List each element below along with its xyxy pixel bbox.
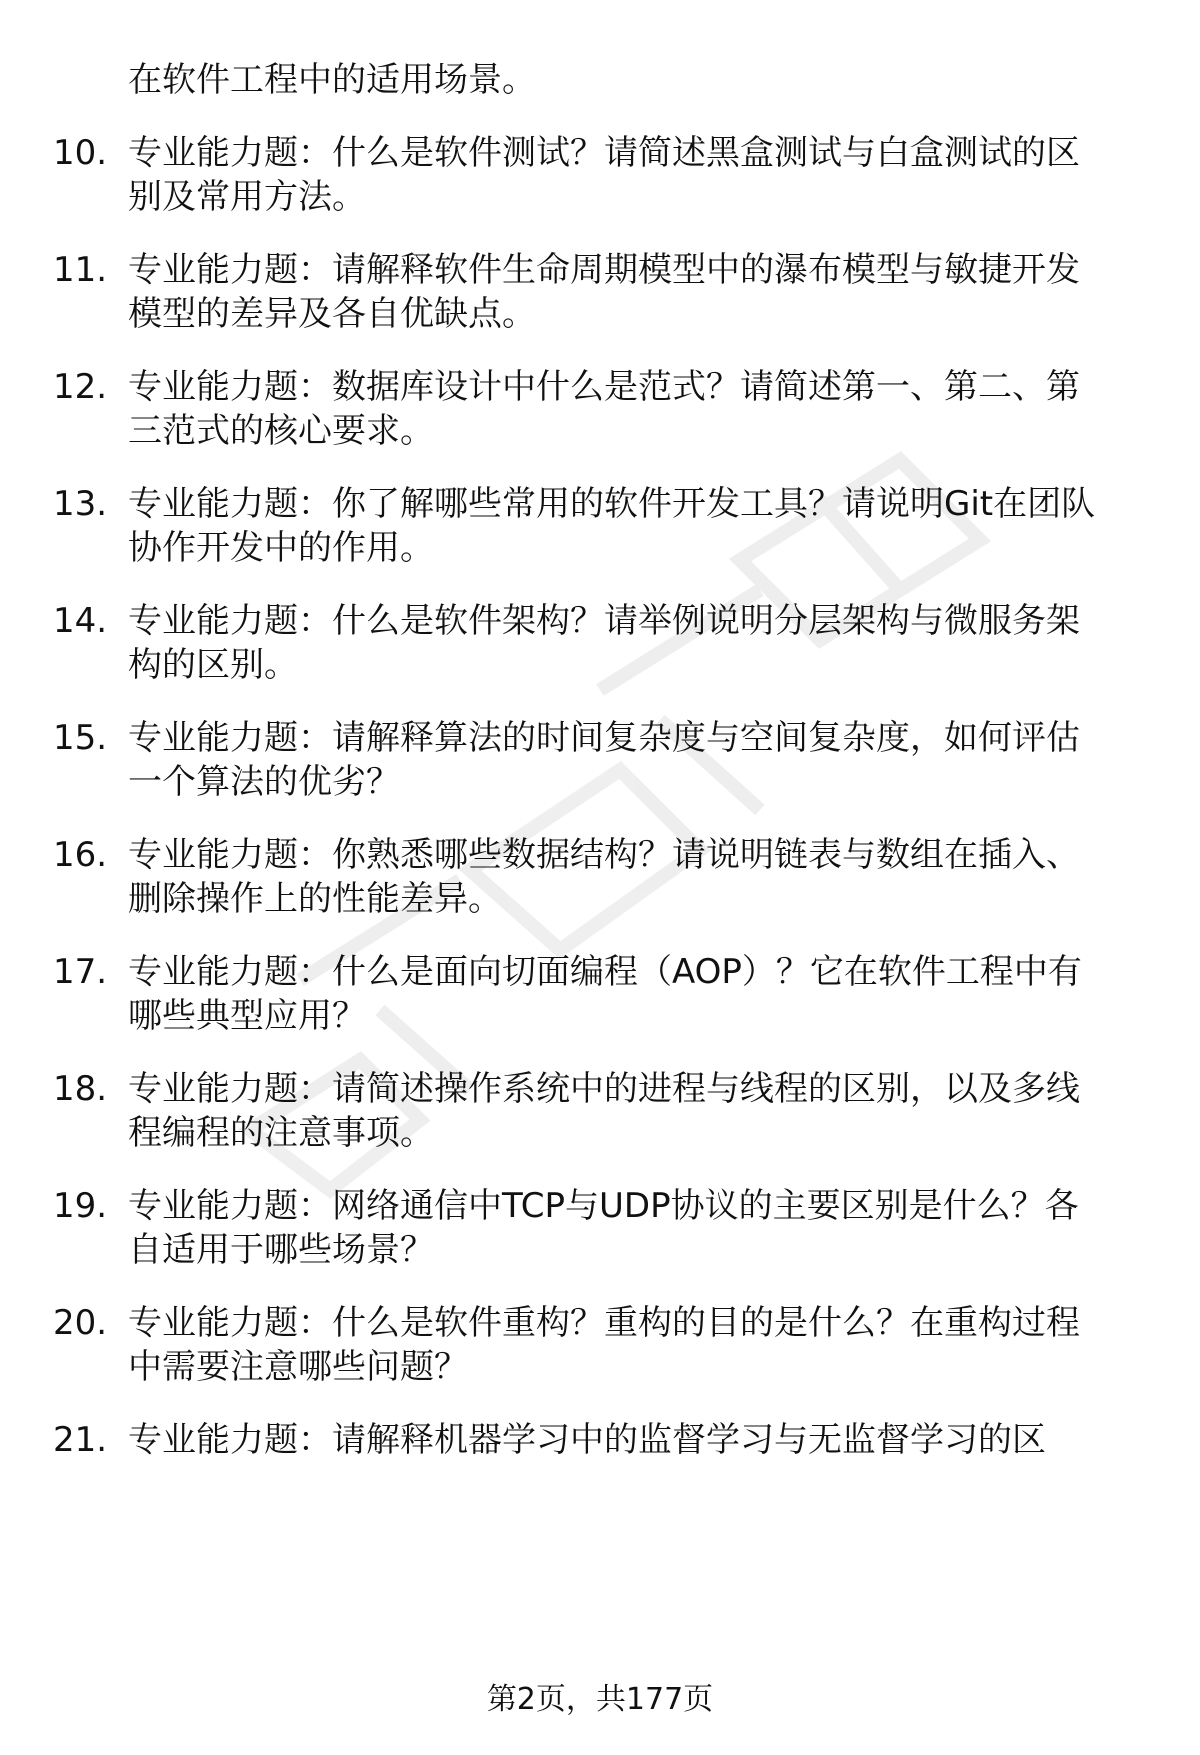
item-text-line: 专业能力题：请解释机器学习中的监督学习与无监督学习的区 (128, 1420, 1046, 1460)
lead-line: 在软件工程中的适用场景。 (128, 60, 536, 100)
item-number: 17. (53, 952, 108, 992)
item-text-line: 程编程的注意事项。 (128, 1113, 434, 1153)
item-text-line: 中需要注意哪些问题？ (128, 1347, 468, 1387)
item-number: 18. (53, 1069, 108, 1109)
item-text-line: 专业能力题：什么是软件架构？请举例说明分层架构与微服务架 (128, 601, 1080, 641)
item-text-line: 构的区别。 (128, 645, 298, 685)
item-number: 21. (53, 1420, 108, 1460)
item-text-line: 哪些典型应用？ (128, 996, 366, 1036)
item-text-line: 删除操作上的性能差异。 (128, 879, 502, 919)
item-number: 14. (53, 601, 108, 641)
item-text-line: 专业能力题：你熟悉哪些数据结构？请说明链表与数组在插入、 (128, 835, 1080, 875)
item-text-line: 自适用于哪些场景？ (128, 1230, 434, 1270)
page-footer: 第2页，共177页 (486, 1682, 714, 1717)
item-text-line: 专业能力题：网络通信中TCP与UDP协议的主要区别是什么？各 (128, 1186, 1079, 1226)
item-text-line: 专业能力题：什么是面向切面编程（AOP）？它在软件工程中有 (128, 952, 1082, 992)
item-text-line: 专业能力题：请解释算法的时间复杂度与空间复杂度，如何评估 (128, 718, 1080, 758)
item-text-line: 模型的差异及各自优缺点。 (128, 294, 536, 334)
item-number: 20. (53, 1303, 108, 1343)
item-number: 15. (53, 718, 108, 758)
item-text-line: 专业能力题：请解释软件生命周期模型中的瀑布模型与敏捷开发 (128, 250, 1080, 290)
item-number: 13. (53, 484, 108, 524)
item-text-line: 专业能力题：什么是软件重构？重构的目的是什么？在重构过程 (128, 1303, 1080, 1343)
item-text-line: 一个算法的优劣？ (128, 762, 400, 802)
item-text-line: 专业能力题：请简述操作系统中的进程与线程的区别，以及多线 (128, 1069, 1080, 1109)
item-text-line: 专业能力题：数据库设计中什么是范式？请简述第一、第二、第 (128, 367, 1080, 407)
item-number: 11. (53, 250, 108, 290)
item-text-line: 专业能力题：你了解哪些常用的软件开发工具？请说明Git在团队 (128, 484, 1096, 524)
item-text-line: 协作开发中的作用。 (128, 528, 434, 568)
item-number: 16. (53, 835, 108, 875)
item-number: 10. (53, 133, 108, 173)
item-text-line: 别及常用方法。 (128, 177, 366, 217)
item-number: 19. (53, 1186, 108, 1226)
item-number: 12. (53, 367, 108, 407)
item-text-line: 专业能力题：什么是软件测试？请简述黑盒测试与白盒测试的区 (128, 133, 1080, 173)
item-text-line: 三范式的核心要求。 (128, 411, 434, 451)
